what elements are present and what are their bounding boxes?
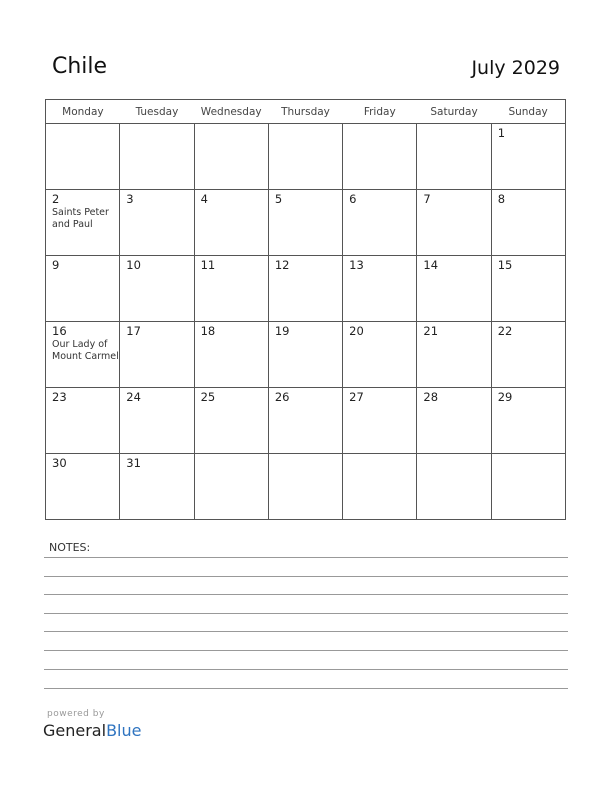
day-number: 30	[52, 456, 67, 470]
day-number: 8	[497, 192, 506, 206]
calendar-week-row	[46, 256, 566, 322]
calendar-day-cell	[120, 190, 194, 256]
notes-line	[44, 650, 568, 651]
brand-logo	[43, 721, 141, 740]
notes-line	[44, 688, 568, 689]
calendar-day-cell	[194, 190, 268, 256]
weekday-header-row	[46, 100, 566, 124]
day-number: 22	[497, 324, 513, 338]
day-number: 31	[126, 456, 141, 470]
day-number: 28	[423, 390, 439, 404]
calendar-day-cell	[417, 190, 491, 256]
day-number: 24	[126, 390, 141, 404]
day-number: 19	[274, 324, 290, 338]
calendar-day-cell	[46, 388, 120, 454]
calendar-day-cell	[120, 124, 194, 190]
calendar-grid	[45, 99, 566, 520]
calendar-day-cell	[343, 124, 417, 190]
month-year-title: July 2029	[471, 57, 560, 79]
day-number: 21	[423, 324, 439, 338]
day-number: 9	[52, 258, 60, 272]
weekday-header: Saturday	[417, 100, 491, 124]
day-number: 6	[349, 192, 357, 206]
calendar-day-cell	[268, 190, 342, 256]
weekday-header: Wednesday	[194, 100, 268, 124]
weekday-header: Sunday	[491, 100, 565, 124]
day-number: 1	[497, 126, 506, 140]
calendar-day-cell	[268, 322, 342, 388]
day-number: 17	[126, 324, 141, 338]
calendar-day-cell	[194, 124, 268, 190]
calendar-day-cell	[417, 256, 491, 322]
calendar-day-cell	[343, 190, 417, 256]
notes-line	[44, 613, 568, 614]
calendar-day-cell	[343, 388, 417, 454]
calendar-day-cell	[46, 322, 120, 388]
calendar-day-cell	[194, 388, 268, 454]
day-number: 29	[497, 390, 513, 404]
calendar-day-cell	[417, 454, 491, 520]
notes-line	[44, 594, 568, 595]
brand-general: General	[43, 721, 107, 740]
day-number: 13	[349, 258, 364, 272]
notes-line	[44, 557, 568, 558]
weekday-header: Thursday	[268, 100, 342, 124]
weekday-header: Monday	[46, 100, 120, 124]
calendar-day-cell	[343, 454, 417, 520]
day-number: 4	[200, 192, 208, 206]
day-number: 5	[274, 192, 283, 206]
calendar-week-row	[46, 322, 566, 388]
calendar-day-cell	[268, 124, 342, 190]
calendar-day-cell	[194, 454, 268, 520]
notes-line	[44, 631, 568, 632]
calendar-day-cell	[491, 124, 565, 190]
day-number: 15	[497, 258, 513, 272]
notes-line	[44, 669, 568, 670]
calendar-day-cell	[417, 322, 491, 388]
calendar-day-cell	[417, 388, 491, 454]
day-number: 7	[423, 192, 431, 206]
day-number: 16	[52, 324, 67, 338]
day-number: 11	[200, 258, 216, 272]
country-title: Chile	[52, 54, 108, 79]
notes-label: NOTES:	[49, 541, 91, 554]
calendar-day-cell	[120, 256, 194, 322]
calendar-day-cell	[120, 454, 194, 520]
weekday-header: Friday	[343, 100, 417, 124]
day-number: 26	[274, 390, 290, 404]
calendar-day-cell	[491, 388, 565, 454]
calendar-day-cell	[491, 322, 565, 388]
day-number: 10	[126, 258, 141, 272]
calendar-day-cell	[268, 388, 342, 454]
calendar-day-cell	[120, 322, 194, 388]
day-number: 27	[349, 390, 364, 404]
day-number: 25	[200, 390, 216, 404]
powered-by-text: powered by	[47, 709, 105, 719]
day-number: 23	[52, 390, 67, 404]
calendar-day-cell	[268, 256, 342, 322]
calendar-day-cell	[491, 190, 565, 256]
calendar-day-cell	[194, 322, 268, 388]
calendar-day-cell	[46, 256, 120, 322]
holiday-label: Saints Peter and Paul	[52, 207, 109, 230]
weekday-header: Tuesday	[120, 100, 194, 124]
calendar-day-cell	[491, 256, 565, 322]
calendar-day-cell	[46, 190, 120, 256]
calendar-day-cell	[268, 454, 342, 520]
calendar-day-cell	[491, 454, 565, 520]
calendar-week-row	[46, 190, 566, 256]
calendar-day-cell	[46, 454, 120, 520]
calendar-day-cell	[343, 256, 417, 322]
calendar-day-cell	[417, 124, 491, 190]
day-number: 2	[52, 192, 60, 206]
holiday-label: Our Lady of Mount Carmel	[52, 339, 119, 362]
day-number: 12	[274, 258, 290, 272]
day-number: 3	[126, 192, 134, 206]
calendar-day-cell	[46, 124, 120, 190]
day-number: 14	[423, 258, 439, 272]
calendar-day-cell	[120, 388, 194, 454]
calendar-body	[46, 124, 566, 520]
calendar-week-row	[46, 124, 566, 190]
day-number: 18	[200, 324, 216, 338]
calendar-week-row	[46, 388, 566, 454]
notes-line	[44, 576, 568, 577]
calendar-day-cell	[343, 322, 417, 388]
day-number: 20	[349, 324, 364, 338]
brand-blue: Blue	[106, 721, 142, 740]
calendar-day-cell	[194, 256, 268, 322]
calendar-week-row	[46, 454, 566, 520]
